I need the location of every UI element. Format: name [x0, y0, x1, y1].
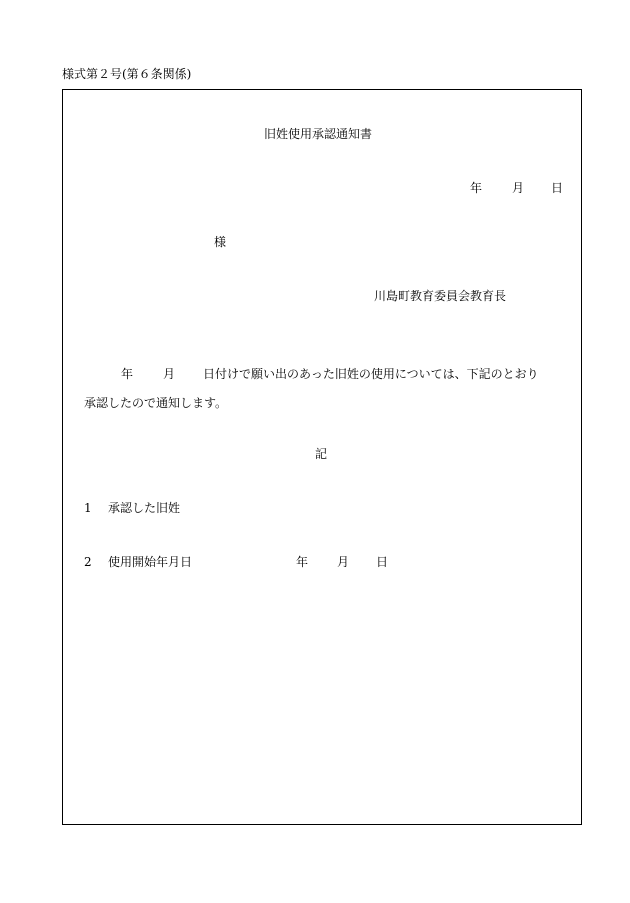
body-date-year: 年	[121, 367, 134, 381]
issue-date-day: 日	[551, 181, 564, 195]
issue-date-month: 月	[512, 181, 525, 195]
issuer-name: 川島町教育委員会教育長	[374, 289, 507, 303]
document-title: 旧姓使用承認通知書	[264, 127, 373, 141]
start-date-month: 月	[337, 555, 350, 569]
form-number: 様式第２号(第６条関係)	[62, 67, 192, 81]
body-text-line2: 承認したので通知します。	[84, 396, 228, 410]
item-number: 1	[84, 501, 92, 515]
issue-date-year: 年	[470, 181, 483, 195]
body-text-line1: 日付けで願い出のあった旧姓の使用については、下記のとおり	[203, 367, 539, 381]
start-date-year: 年	[296, 555, 309, 569]
body-date-month: 月	[163, 367, 176, 381]
item-label-start-date: 使用開始年月日	[108, 555, 193, 569]
start-date-day: 日	[376, 555, 389, 569]
addressee-suffix: 様	[214, 235, 227, 249]
record-heading: 記	[315, 447, 328, 461]
item-label-approved-surname: 承認した旧姓	[108, 501, 181, 515]
item-number: 2	[84, 555, 92, 569]
